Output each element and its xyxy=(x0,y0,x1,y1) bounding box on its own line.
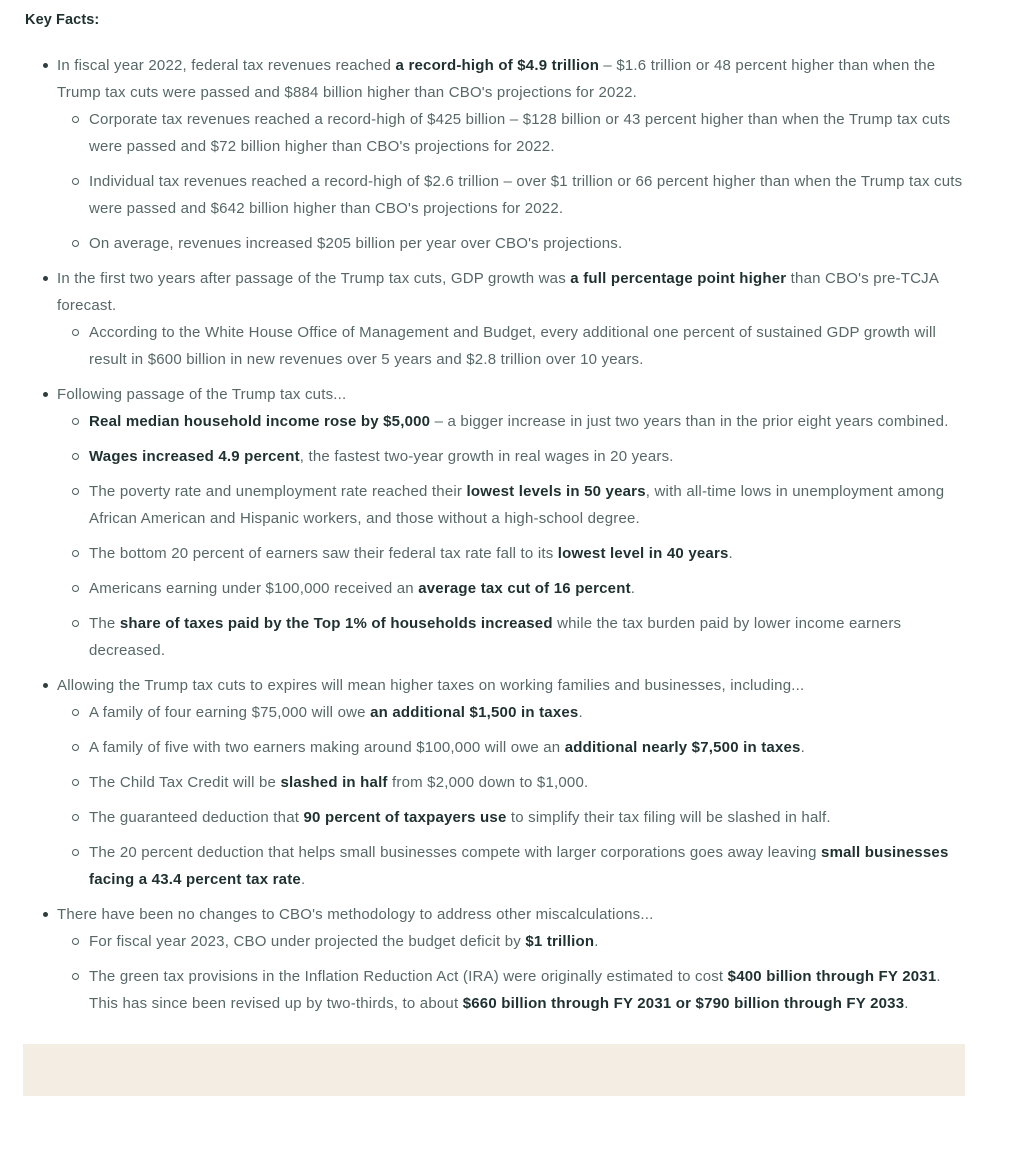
circle-bullet-icon xyxy=(72,329,79,336)
text-segment: . xyxy=(594,933,599,950)
circle-bullet-icon xyxy=(72,116,79,123)
sub-list-item xyxy=(57,478,966,532)
text-segment: , the fastest two-year growth in real wages in 20 years. xyxy=(299,448,674,465)
text-segment: On average, revenues increased $205 billion per year over CBO's projections. xyxy=(89,235,623,252)
sub-list-item-text xyxy=(89,448,674,465)
list-item-text xyxy=(57,677,804,694)
sub-list xyxy=(57,319,966,373)
text-segment: – a bigger increase in just two years than in the prior eight years combined. xyxy=(430,413,949,430)
text-segment: average tax cut of 16 percent xyxy=(418,580,631,597)
text-segment: $660 billion through FY 2031 or $790 billion through FY 2033 xyxy=(462,995,905,1012)
circle-bullet-icon xyxy=(72,240,79,247)
text-segment: . xyxy=(300,871,306,888)
text-segment: Americans earning under $100,000 received an xyxy=(89,580,419,597)
sub-list-item xyxy=(57,106,966,160)
circle-bullet-icon xyxy=(72,178,79,185)
circle-bullet-icon xyxy=(72,453,79,460)
sub-list-item xyxy=(57,319,966,373)
page-title: Key Facts: xyxy=(25,12,100,28)
text-segment: , with all-time lows in unemployment among African American and Hispanic workers, and those without a high-school degree. xyxy=(89,483,945,527)
sub-list-item xyxy=(57,540,966,567)
sub-list-item-text xyxy=(89,844,948,888)
text-segment: while the tax burden paid by lower income earners decreased. xyxy=(89,615,902,659)
circle-bullet-icon xyxy=(72,620,79,627)
text-segment: 90 percent of taxpayers use xyxy=(303,809,507,826)
sub-list-item-text xyxy=(89,968,941,1012)
text-segment: a full percentage point higher xyxy=(570,270,787,287)
circle-bullet-icon xyxy=(72,488,79,495)
list-item xyxy=(25,901,966,1017)
sub-list xyxy=(57,928,966,1017)
sub-list-item-text xyxy=(89,173,962,217)
sub-list-item xyxy=(57,804,966,831)
list-item xyxy=(25,381,966,664)
list-item xyxy=(25,265,966,373)
sub-list-item-text xyxy=(89,324,936,368)
circle-bullet-icon xyxy=(72,849,79,856)
text-segment: than CBO's pre-TCJA forecast. xyxy=(57,270,939,314)
circle-bullet-icon xyxy=(72,938,79,945)
text-segment: lowest levels in 50 years xyxy=(466,483,646,500)
list-item-text xyxy=(57,270,938,314)
text-segment: . xyxy=(728,545,733,562)
sub-list-item-text xyxy=(89,615,901,659)
key-facts-list xyxy=(25,52,966,1017)
sub-list-item-text xyxy=(89,413,949,430)
sub-list-item xyxy=(57,610,966,664)
sub-list-item-text xyxy=(89,235,622,252)
sub-list xyxy=(57,408,966,664)
circle-bullet-icon xyxy=(72,418,79,425)
text-segment: additional nearly $7,500 in taxes xyxy=(564,739,801,756)
sub-list xyxy=(57,699,966,893)
text-segment: . xyxy=(630,580,636,597)
sub-list-item xyxy=(57,168,966,222)
sub-list-item xyxy=(57,963,966,1017)
circle-bullet-icon xyxy=(72,744,79,751)
bullet-dot-icon xyxy=(43,63,48,68)
text-segment: There have been no changes to CBO's methodology to address other miscalculations... xyxy=(57,906,654,923)
text-segment: The bottom 20 percent of earners saw their federal tax rate fall to its xyxy=(89,545,558,562)
text-segment: . xyxy=(904,995,909,1012)
text-segment: from $2,000 down to $1,000. xyxy=(387,774,589,791)
bullet-dot-icon xyxy=(43,912,48,917)
text-segment: to simplify their tax filing will be slashed in half. xyxy=(506,809,831,826)
list-item-text xyxy=(57,386,346,403)
text-segment: Following passage of the Trump tax cuts... xyxy=(57,386,347,403)
text-segment: The Child Tax Credit will be xyxy=(89,774,281,791)
text-segment: Real median household income rose by $5,000 xyxy=(89,413,431,430)
sub-list-item-text xyxy=(89,809,831,826)
text-segment: $400 billion through FY 2031 xyxy=(727,968,937,985)
circle-bullet-icon xyxy=(72,814,79,821)
text-segment: Corporate tax revenues reached a record-high of $425 billion – $128 billion or 43 percent higher than when the Trump tax cuts were passed and $72 billion higher than CBO's projections for 2022. xyxy=(89,111,951,155)
sub-list-item xyxy=(57,575,966,602)
text-segment: . xyxy=(578,704,583,721)
sub-list-item xyxy=(57,230,966,257)
sub-list-item-text xyxy=(89,580,635,597)
text-segment: The poverty rate and unemployment rate reached their xyxy=(89,483,467,500)
sub-list xyxy=(57,106,966,257)
sub-list-item-text xyxy=(89,739,805,756)
text-segment: Allowing the Trump tax cuts to expires will mean higher taxes on working families and businesses, including... xyxy=(57,677,805,694)
text-segment: The guaranteed deduction that xyxy=(89,809,304,826)
text-segment: a record-high of $4.9 trillion xyxy=(395,57,600,74)
sub-list-item xyxy=(57,839,966,893)
text-segment: Individual tax revenues reached a record-high of $2.6 trillion – over $1 trillion or 66 percent higher than when the Trump tax cuts were passed and $642 billion higher than CBO's projections for 2022. xyxy=(89,173,963,217)
sub-list-item-text xyxy=(89,774,588,791)
text-segment: A family of five with two earners making around $100,000 will owe an xyxy=(89,739,565,756)
text-segment: – $1.6 trillion or 48 percent higher than when the Trump tax cuts were passed and $884 billion higher than CBO's projections for 2022. xyxy=(57,57,936,101)
bullet-dot-icon xyxy=(43,392,48,397)
text-segment: lowest level in 40 years xyxy=(557,545,729,562)
text-segment: slashed in half xyxy=(280,774,388,791)
text-segment: . This has since been revised up by two-thirds, to about xyxy=(89,968,941,1012)
text-segment: The green tax provisions in the Inflation Reduction Act (IRA) were originally estimated to cost xyxy=(89,968,728,985)
bullet-dot-icon xyxy=(43,276,48,281)
text-segment: The 20 percent deduction that helps small businesses compete with larger corporations goes away leaving xyxy=(89,844,822,861)
text-segment: For fiscal year 2023, CBO under projected the budget deficit by xyxy=(89,933,526,950)
sub-list-item-text xyxy=(89,111,950,155)
bullet-dot-icon xyxy=(43,683,48,688)
footer-band xyxy=(23,1044,965,1096)
text-segment: $1 trillion xyxy=(525,933,595,950)
text-segment: an additional $1,500 in taxes xyxy=(370,704,579,721)
key-facts-content xyxy=(25,52,966,1017)
sub-list-item-text xyxy=(89,933,599,950)
text-segment: The xyxy=(89,615,120,632)
sub-list-item xyxy=(57,769,966,796)
text-segment: . xyxy=(800,739,805,756)
list-item-text xyxy=(57,906,653,923)
sub-list-item-text xyxy=(89,704,583,721)
circle-bullet-icon xyxy=(72,973,79,980)
text-segment: In the first two years after passage of the Trump tax cuts, GDP growth was xyxy=(57,270,571,287)
sub-list-item xyxy=(57,699,966,726)
list-item xyxy=(25,672,966,893)
sub-list-item xyxy=(57,734,966,761)
sub-list-item xyxy=(57,443,966,470)
sub-list-item xyxy=(57,928,966,955)
circle-bullet-icon xyxy=(72,585,79,592)
text-segment: share of taxes paid by the Top 1% of households increased xyxy=(119,615,553,632)
text-segment: Wages increased 4.9 percent xyxy=(89,448,300,465)
circle-bullet-icon xyxy=(72,550,79,557)
text-segment: According to the White House Office of Management and Budget, every additional one percent of sustained GDP growth will result in $600 billion in new revenues over 5 years and $2.8 trillion over 10 years. xyxy=(89,324,937,368)
circle-bullet-icon xyxy=(72,779,79,786)
text-segment: A family of four earning $75,000 will owe xyxy=(89,704,371,721)
text-segment: In fiscal year 2022, federal tax revenues reached xyxy=(57,57,396,74)
sub-list-item-text xyxy=(89,545,733,562)
list-item xyxy=(25,52,966,257)
sub-list-item xyxy=(57,408,966,435)
list-item-text xyxy=(57,57,935,101)
circle-bullet-icon xyxy=(72,709,79,716)
sub-list-item-text xyxy=(89,483,944,527)
text-segment: small businesses facing a 43.4 percent tax rate xyxy=(89,844,949,888)
